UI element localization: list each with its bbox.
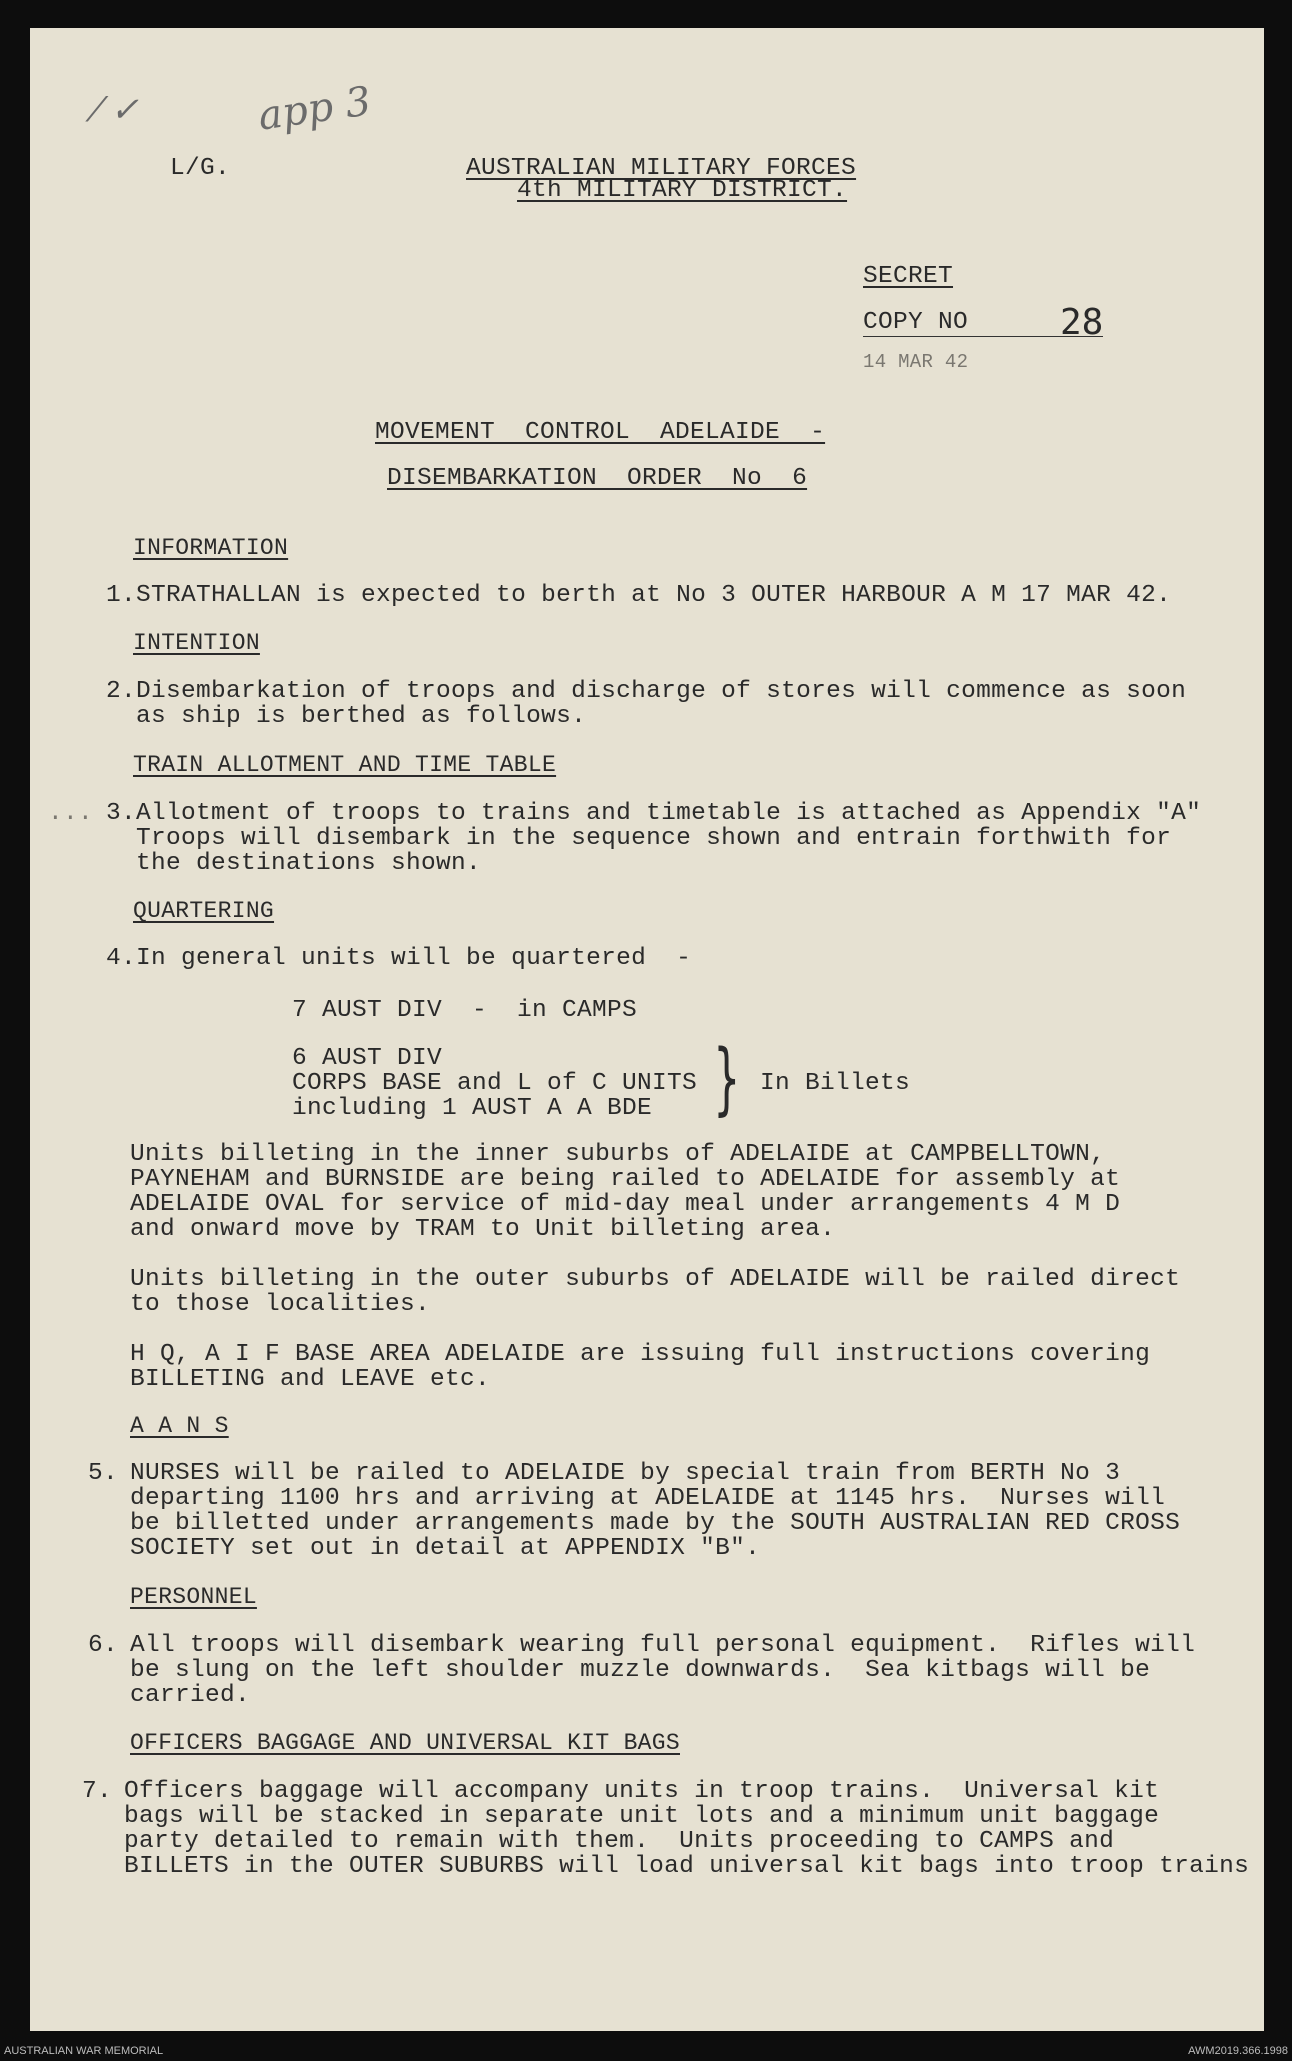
handwritten-annotation: app 3 [255,78,374,140]
heading-quartering: QUARTERING [133,898,275,924]
para-6-line-3: carried. [130,1682,251,1709]
title-line-1: MOVEMENT CONTROL ADELAIDE - [375,419,826,446]
org-line-1: AUSTRALIAN MILITARY FORCES [466,155,857,182]
para-7-line-4: BILLETS in the OUTER SUBURBS will load universal kit bags into troop trains [124,1853,1250,1880]
heading-personnel: PERSONNEL [130,1584,257,1610]
margin-dots: ... [48,800,94,827]
date-stamp: 14 MAR 42 [863,351,969,373]
document-page [30,28,1264,2031]
para-7-line-2: bags will be stacked in separate unit lots and a minimum unit baggage [124,1803,1160,1830]
in-billets-label: In Billets [760,1070,911,1097]
copy-label: COPY NO [863,309,969,336]
para-5-line-1: NURSES will be railed to ADELAIDE by special train from BERTH No 3 [130,1460,1121,1487]
heading-information: INFORMATION [133,535,289,561]
quartering-para-3-line-2: BILLETING and LEAVE etc. [130,1366,491,1393]
para-5-line-2: departing 1100 hrs and arriving at ADELAIDE at 1145 hrs. Nurses will [130,1485,1166,1512]
para-2-line-1: 2.Disembarkation of troops and discharge of stores will commence as soon [106,678,1187,705]
quartering-para-3-line-1: H Q, A I F BASE AREA ADELAIDE are issuing full instructions covering [130,1341,1151,1368]
para-6-number: 6. [88,1632,119,1659]
quartering-para-1-line-1: Units billeting in the inner suburbs of ADELAIDE at CAMPBELLTOWN, [130,1141,1106,1168]
quarters-billet-2: CORPS BASE and L of C UNITS [292,1070,698,1097]
para-1: 1.STRATHALLAN is expected to berth at No 3 OUTER HARBOUR A M 17 MAR 42. [106,582,1172,609]
para-2-line-2: as ship is berthed as follows. [106,703,587,730]
footer-source: AUSTRALIAN WAR MEMORIAL [4,2045,164,2057]
heading-aans: A A N S [130,1413,229,1439]
para-5-line-4: SOCIETY set out in detail at APPENDIX "B". [130,1535,761,1562]
quartering-para-2-line-2: to those localities. [130,1291,431,1318]
quartering-para-1-line-2: PAYNEHAM and BURNSIDE are being railed to ADELAIDE for assembly at [130,1166,1121,1193]
handwritten-tick-mark: ⁄ ✓ [94,90,139,130]
copy-underline [863,336,1103,337]
quarters-billet-1: 6 AUST DIV [292,1045,443,1072]
copy-number: 28 [1060,302,1104,343]
quartering-para-2-line-1: Units billeting in the outer suburbs of ADELAIDE will be railed direct [130,1266,1181,1293]
para-7-line-1: Officers baggage will accompany units in troop trains. Universal kit [124,1778,1160,1805]
quartering-para-1-line-3: ADELAIDE OVAL for service of mid-day meal under arrangements 4 M D [130,1191,1121,1218]
heading-intention: INTENTION [133,630,260,656]
para-4: 4.In general units will be quartered - [106,945,692,972]
title-line-2: DISEMBARKATION ORDER No 6 [387,465,808,492]
footer-accession: AWM2019.366.1998 [1188,2045,1288,2057]
para-5-number: 5. [88,1460,119,1487]
heading-officers-baggage: OFFICERS BAGGAGE AND UNIVERSAL KIT BAGS [130,1730,680,1756]
para-7-number: 7. [82,1778,113,1805]
para-6-line-1: All troops will disembark wearing full personal equipment. Rifles will [130,1632,1196,1659]
para-3-line-3: the destinations shown. [106,850,482,877]
secret-label: SECRET [863,263,954,290]
para-6-line-2: be slung on the left shoulder muzzle downwards. Sea kitbags will be [130,1657,1151,1684]
para-3-line-1: 3.Allotment of troops to trains and timetable is attached as Appendix "A" [106,800,1202,827]
para-3-line-2: Troops will disembark in the sequence shown and entrain forthwith for [106,825,1172,852]
heading-train-allotment: TRAIN ALLOTMENT AND TIME TABLE [133,752,557,778]
reference-code: L/G. [170,155,231,182]
quarters-billet-3: including 1 AUST A A BDE [292,1095,653,1122]
quarters-camps: 7 AUST DIV - in CAMPS [292,997,638,1024]
quartering-para-1-line-4: and onward move by TRAM to Unit billeting area. [130,1216,836,1243]
para-5-line-3: be billetted under arrangements made by the SOUTH AUSTRALIAN RED CROSS [130,1510,1181,1537]
para-7-line-3: party detailed to remain with them. Units proceeding to CAMPS and [124,1828,1115,1855]
brace-symbol: } [713,1034,741,1124]
org-line-2: 4th MILITARY DISTRICT. [517,177,848,204]
